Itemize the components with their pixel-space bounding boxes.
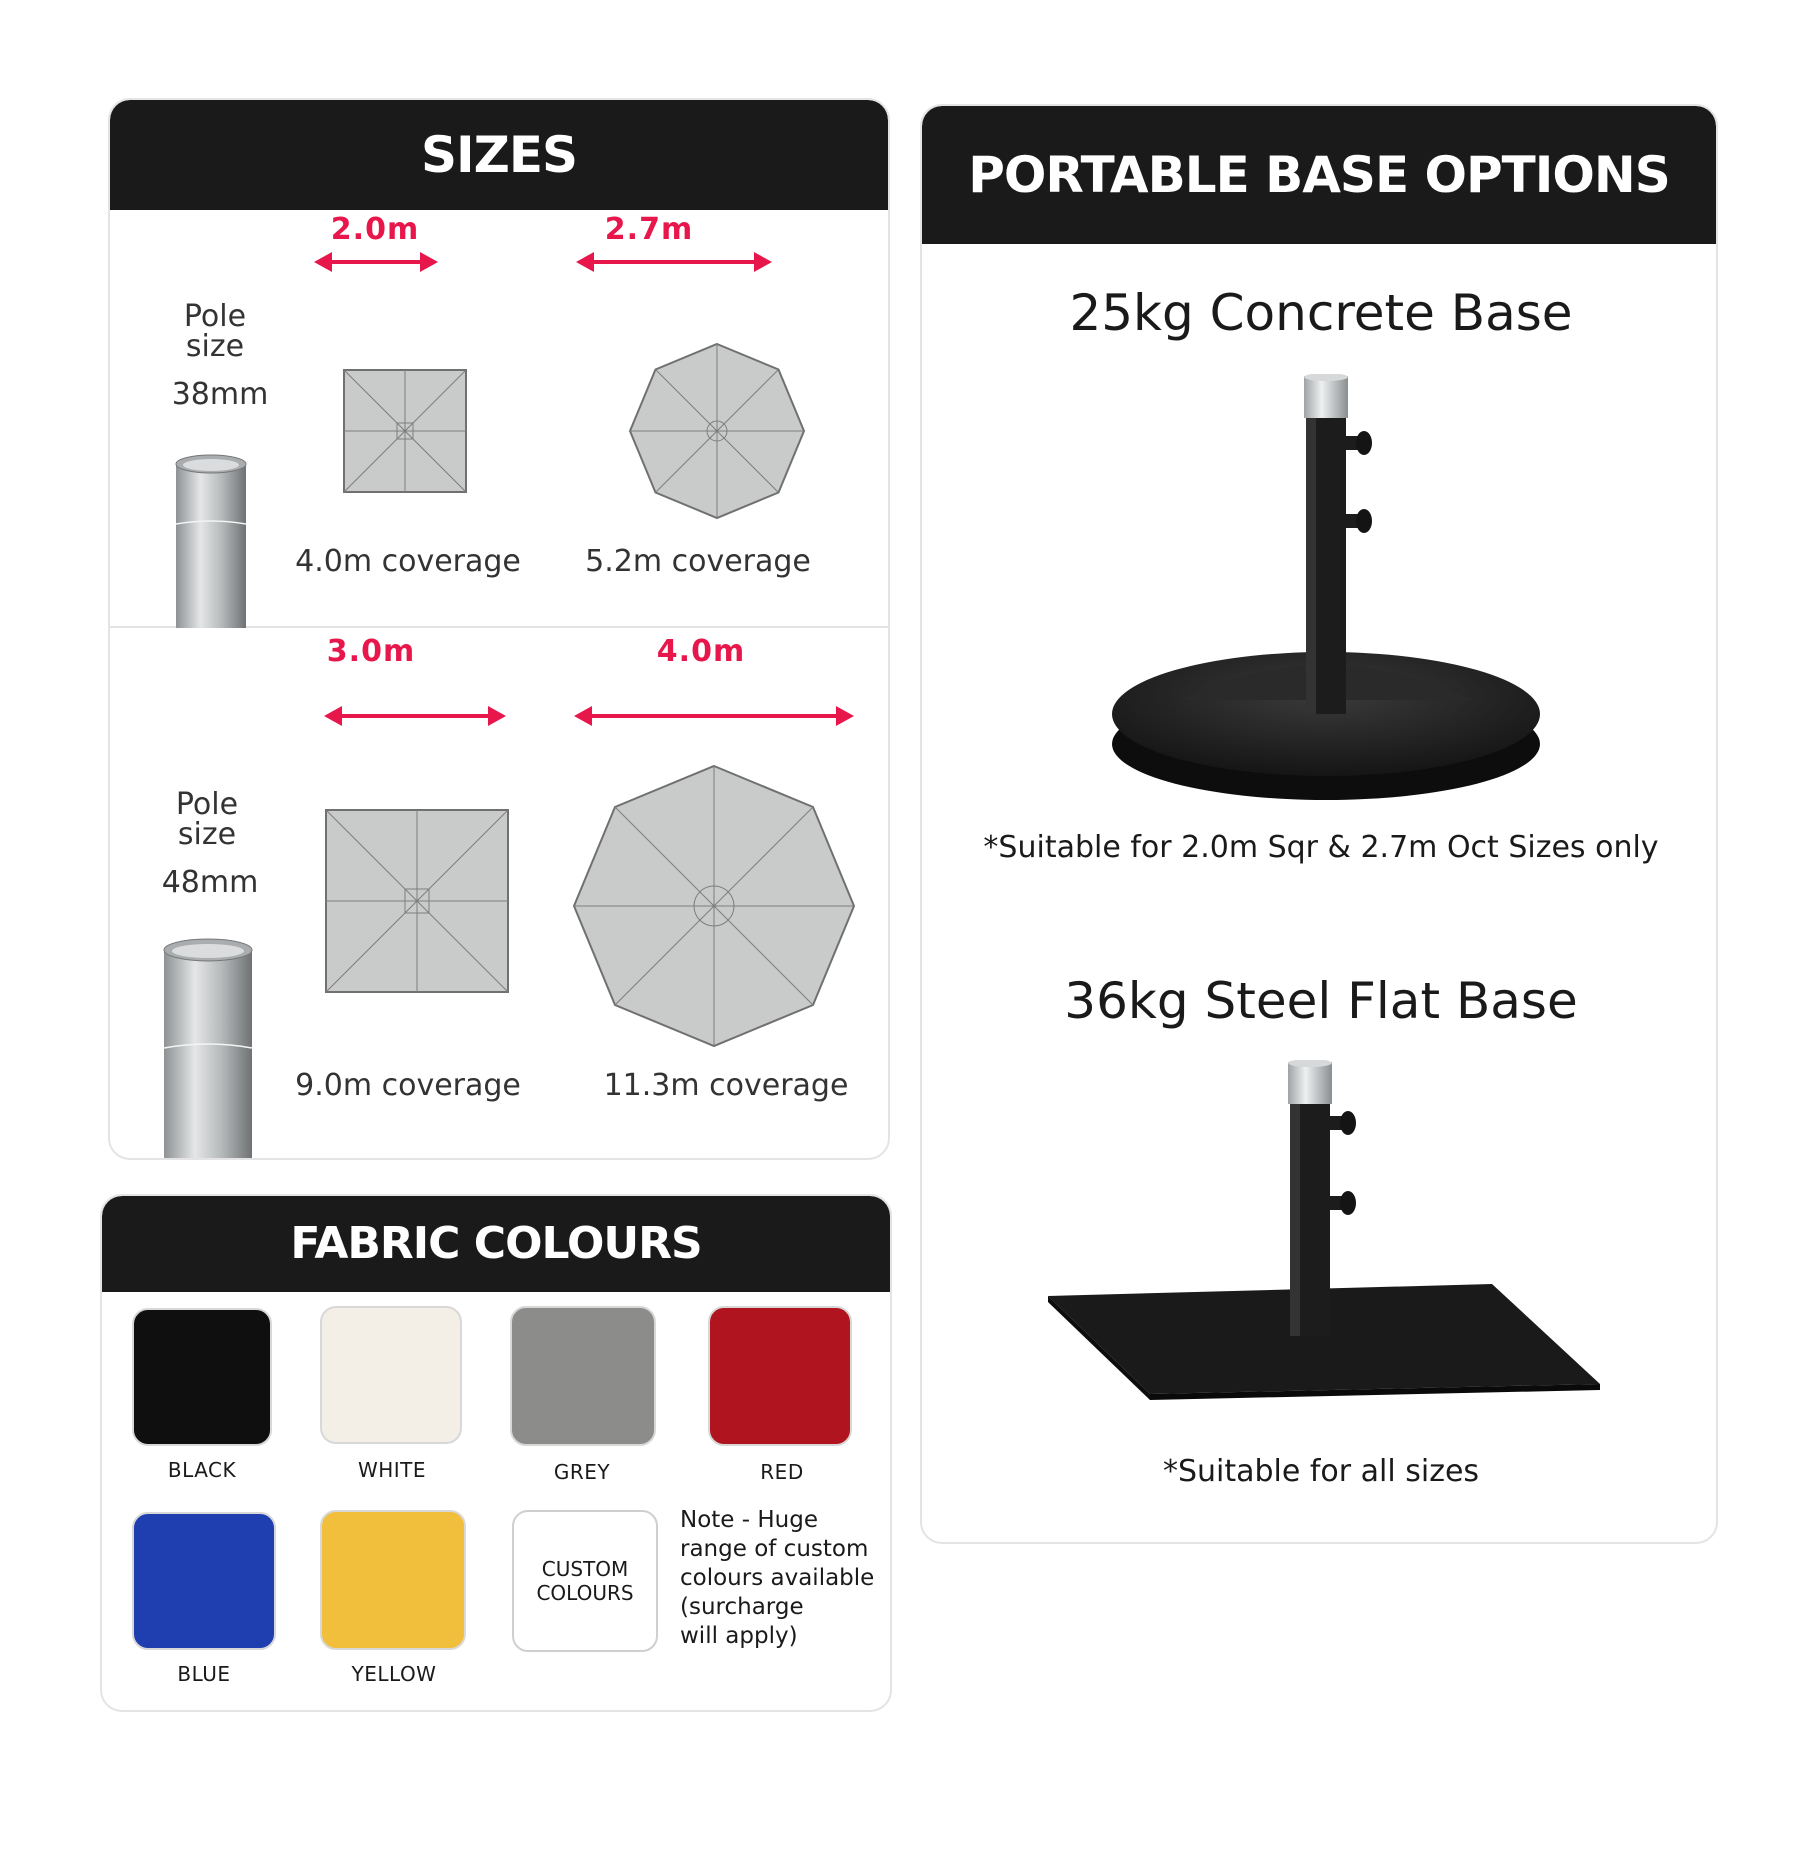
square-canopy-2-0m — [342, 368, 468, 494]
dimension-3-0m: 3.0m — [326, 634, 416, 669]
base-options-panel — [920, 104, 1718, 1544]
arrow-4-0m — [574, 704, 854, 728]
swatch-yellow[interactable] — [320, 1510, 466, 1650]
coverage-11-3m: 11.3m coverage — [603, 1068, 849, 1103]
concrete-base-image — [1108, 374, 1558, 804]
fabric-colours-title: FABRIC COLOURS — [290, 1218, 702, 1269]
swatch-white[interactable] — [320, 1306, 462, 1444]
custom-colours-note: Note - Huge range of custom colours available (surcharge will apply) — [680, 1507, 875, 1649]
swatch-blue[interactable] — [132, 1512, 276, 1650]
swatch-label-yellow: YELLOW — [351, 1662, 437, 1686]
steel-base-title: 36kg Steel Flat Base — [1064, 972, 1578, 1030]
dimension-2-0m: 2.0m — [330, 212, 420, 247]
concrete-base-title: 25kg Concrete Base — [1069, 284, 1573, 342]
base-options-header — [922, 106, 1716, 244]
steel-base-image — [1046, 1060, 1602, 1440]
sizes-panel — [108, 98, 890, 1160]
pole-size-48mm: 48mm — [161, 865, 259, 900]
swatch-label-red: RED — [760, 1460, 804, 1484]
sizes-title: SIZES — [420, 126, 578, 184]
steel-base-note: *Suitable for all sizes — [1162, 1454, 1480, 1489]
concrete-base-note: *Suitable for 2.0m Sqr & 2.7m Oct Sizes only — [983, 830, 1659, 865]
arrow-2-7m — [576, 250, 772, 274]
octagon-canopy-4-0m — [572, 764, 856, 1048]
square-canopy-3-0m — [324, 808, 510, 994]
base-options-title: PORTABLE BASE OPTIONS — [968, 146, 1670, 204]
coverage-4-0m: 4.0m coverage — [295, 544, 521, 579]
swatch-black[interactable] — [132, 1308, 272, 1446]
pole-label-48: Pole size — [175, 787, 239, 852]
custom-colours-line1: CUSTOM — [541, 1557, 629, 1581]
octagon-canopy-2-7m — [628, 342, 806, 520]
swatch-label-white: WHITE — [357, 1458, 427, 1482]
pole-label-38: Pole size — [183, 299, 247, 364]
dimension-4-0m: 4.0m — [656, 634, 746, 669]
swatch-label-black: BLACK — [167, 1458, 237, 1482]
coverage-5-2m: 5.2m coverage — [585, 544, 811, 579]
swatch-label-grey: GREY — [553, 1460, 611, 1484]
coverage-9-0m: 9.0m coverage — [295, 1068, 521, 1103]
arrow-2-0m — [314, 250, 438, 274]
swatch-label-blue: BLUE — [177, 1662, 231, 1686]
swatch-red[interactable] — [708, 1306, 852, 1446]
swatch-grey[interactable] — [510, 1306, 656, 1446]
fabric-colours-panel — [100, 1194, 892, 1712]
pole-38mm-image — [172, 454, 252, 628]
pole-size-38mm: 38mm — [171, 377, 269, 412]
pole-48mm-image — [160, 938, 256, 1160]
swatch-custom-colours[interactable] — [512, 1510, 658, 1652]
arrow-3-0m — [324, 704, 506, 728]
custom-colours-line2: COLOURS — [536, 1581, 634, 1605]
fabric-colours-header — [102, 1196, 890, 1292]
sizes-header — [110, 100, 888, 210]
dimension-2-7m: 2.7m — [604, 212, 694, 247]
